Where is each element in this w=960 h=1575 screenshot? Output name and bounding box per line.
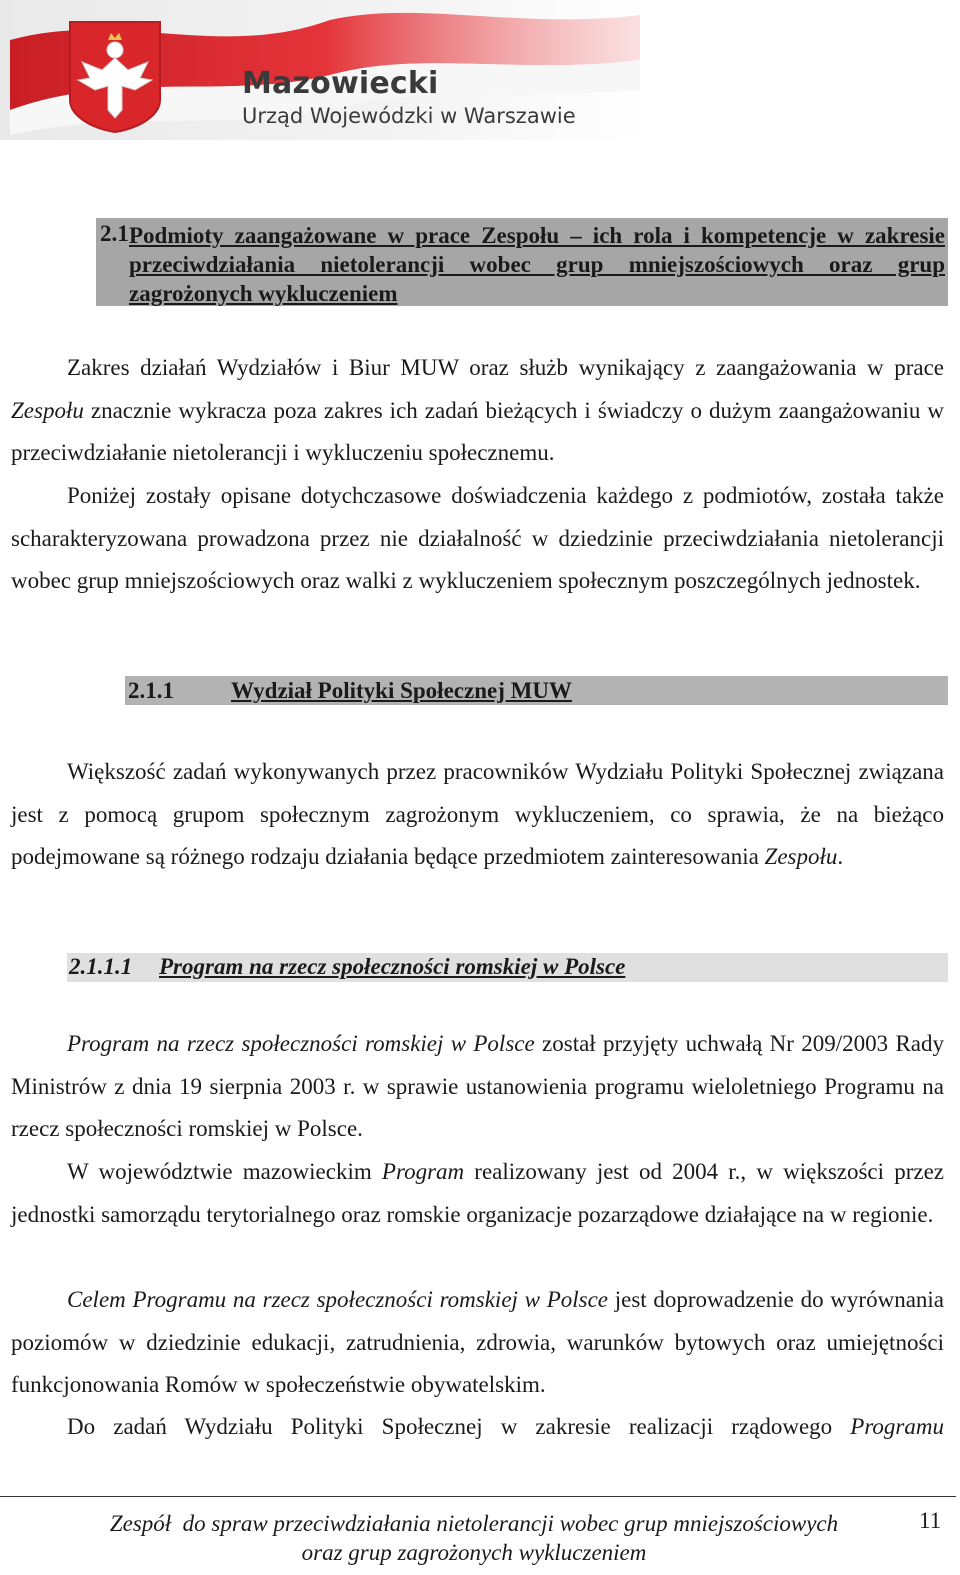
text-run-italic: Programu xyxy=(850,1414,944,1439)
section-title: Program na rzecz społeczności romskiej w Polsce xyxy=(159,954,626,979)
section-title: Wydział Polityki Społecznej MUW xyxy=(231,678,572,703)
text-run-italic: Program na rzecz społeczności romskiej w Polsce xyxy=(67,1031,535,1056)
text-run: Zakres działań Wydziałów i Biur MUW oraz służb wynikający z zaangażowania w prace xyxy=(67,355,944,380)
logo-subtitle: Urząd Wojewódzki w Warszawie xyxy=(242,104,576,128)
section-heading-2-1-1 xyxy=(125,676,948,705)
text-run: został przyjęty uchwałą Nr 209/2003 Rady Ministrów z dnia 19 sierpnia 2003 r. w sprawie ustanowienia programu wieloletniego Programu na rzecz społeczności romskiej w Polsce. xyxy=(11,1031,944,1142)
paragraph-experience: Poniżej zostały opisane dotychczasowe doświadczenia każdego z podmiotów, została także scharakteryzowana prowadzona przez nie działalność w dziedzinie przeciwdziałania nietolerancji wobec grup mniejszościowych oraz walki z wykluczeniem społecznym poszczególnych jednostek. xyxy=(11,483,944,594)
footer-line-1: Zespół do spraw przeciwdziałania nietolerancji wobec grup mniejszościowych xyxy=(109,1511,839,1536)
footer-caption xyxy=(40,1509,908,1567)
text-run: jest doprowadzenie do wyrównania poziomów w dziedzinie edukacji, zatrudnienia, zdrowia, warunków bytowych oraz umiejętności funkcjonowania Romów w społeczeństwie obywatelskim. xyxy=(11,1287,944,1398)
paragraph-program-region xyxy=(11,1151,944,1236)
paragraph-program-adoption xyxy=(11,1023,944,1151)
text-run: znacznie wykracza poza zakres ich zadań bieżących i świadczy o dużym zaangażowaniu w przeciwdziałanie nietolerancji i wykluczeniu społecznemu. xyxy=(11,397,944,466)
paragraph-scope xyxy=(11,347,944,475)
text-run: Do zadań Wydziału Polityki Społecznej w zakresie realizacji rządowego xyxy=(67,1414,851,1439)
text-run: W województwie mazowieckim xyxy=(67,1159,382,1184)
section-number: 2.1.1.1 xyxy=(69,954,133,979)
section-title: Podmioty zaangażowane w prace Zespołu – ich rola i kompetencje w zakresie przeciwdziałania nietolerancji wobec grup mniejszościowych oraz grup zagrożonych wykluczeniem xyxy=(129,223,945,306)
footer-line-2: oraz grup zagrożonych wykluczeniem xyxy=(301,1540,647,1565)
text-run: . xyxy=(837,844,844,870)
section-heading-2-1-1-1 xyxy=(67,953,948,982)
section-heading-2-1 xyxy=(96,218,948,306)
page-number: 11 xyxy=(919,1508,942,1533)
text-run: realizowany jest od 2004 r., w większości przez jednostki samorządu terytorialnego oraz romskie organizacje pozarządowe działające na w regionie. xyxy=(11,1159,944,1227)
paragraph-program-goal xyxy=(11,1279,944,1407)
text-run-italic: Zespołu xyxy=(11,397,84,423)
paragraph-social-policy xyxy=(11,751,944,879)
logo-title: Mazowiecki xyxy=(242,66,439,101)
paragraph-tasks xyxy=(11,1406,944,1449)
footer-divider xyxy=(0,1496,956,1497)
section-number: 2.1 xyxy=(100,221,129,246)
text-run: Większość zadań wykonywanych przez pracowników Wydziału Polityki Społecznej związana jest z pomocą grupom społecznym zagrożonym wykluczeniem, co sprawia, że na bieżąco podejmowane są różnego rodzaju działania będące przedmiotem zainteresowania xyxy=(11,759,944,870)
section-number: 2.1.1 xyxy=(128,678,174,703)
text-run-italic: Zespołu xyxy=(764,844,838,870)
text-run-italic: Celem Programu na rzecz społeczności romskiej w Polsce xyxy=(67,1287,609,1312)
text-run-italic: Program xyxy=(381,1159,465,1184)
header-logo-banner xyxy=(0,0,960,150)
